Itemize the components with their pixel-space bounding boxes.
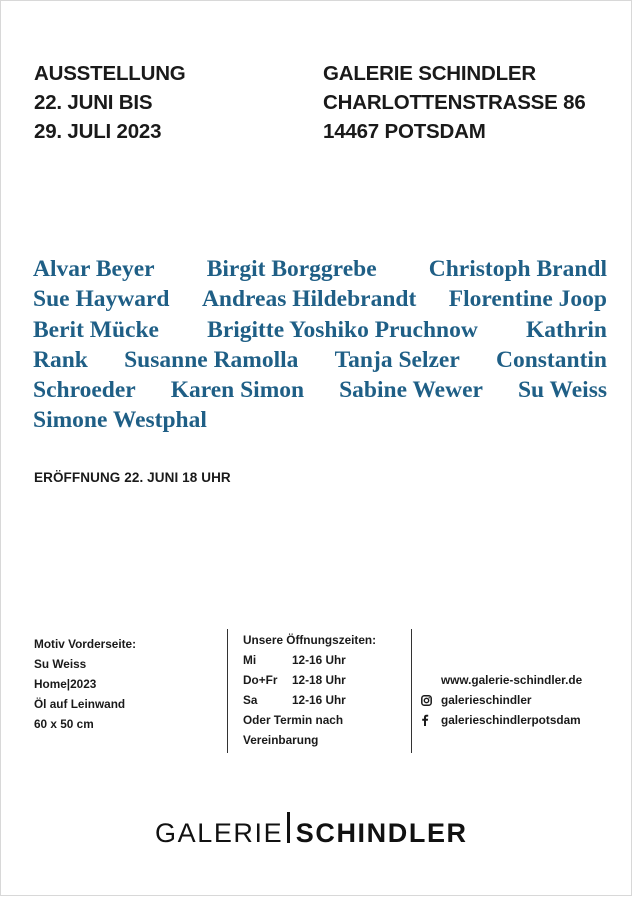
artist-list <box>33 254 607 436</box>
hours-note: Oder Termin nach <box>243 713 344 727</box>
hours-title: Unsere Öffnungszeiten: <box>243 633 377 647</box>
website-link[interactable]: www.galerie-schindler.de <box>441 673 583 687</box>
artist-name: Simone Westphal <box>33 407 207 434</box>
artist-name: Schroeder <box>33 377 136 404</box>
opening-info: ERÖFFNUNG 22. JUNI 18 UHR <box>34 470 231 485</box>
artist-name: Berit Mücke <box>33 316 159 343</box>
website-row <box>421 670 582 690</box>
artist-name: Susanne Ramolla <box>124 346 299 373</box>
motif-medium: Öl auf Leinwand <box>34 697 126 711</box>
hours-time: 12-16 Uhr <box>292 693 346 707</box>
hours-row <box>243 690 376 710</box>
instagram-handle[interactable]: galerieschindler <box>441 693 532 707</box>
artist-name: Tanja Selzer <box>334 346 460 373</box>
artist-name: Christoph Brandl <box>428 256 607 282</box>
cover-motif-info <box>34 634 136 734</box>
opening-hours <box>243 630 376 750</box>
motif-title: Motiv Vorderseite: <box>34 637 137 651</box>
artist-line <box>33 375 607 405</box>
logo-divider <box>287 812 290 843</box>
hours-time: 12-18 Uhr <box>292 673 346 687</box>
artist-name: Constantin <box>495 346 607 373</box>
hours-day: Do+Fr <box>243 673 278 687</box>
artist-name: Andreas Hildebrandt <box>201 286 417 313</box>
hours-day: Mi <box>243 653 257 667</box>
logo-text-schindler: SCHINDLER <box>295 818 468 848</box>
artist-name: Su Weiss <box>517 377 607 404</box>
instagram-row <box>421 690 582 710</box>
hours-day: Sa <box>243 693 258 707</box>
hours-row <box>243 650 376 670</box>
motif-size: 60 x 50 cm <box>34 717 94 731</box>
facebook-handle[interactable]: galerieschindlerpotsdam <box>441 713 581 727</box>
facebook-icon <box>421 714 441 726</box>
motif-artist: Su Weiss <box>34 657 87 671</box>
artist-name: Alvar Beyer <box>33 256 155 282</box>
artist-line <box>33 284 607 314</box>
artist-line <box>33 315 607 345</box>
facebook-row <box>421 710 582 730</box>
instagram-icon <box>421 695 441 706</box>
gallery-address <box>323 59 586 146</box>
artist-line <box>33 345 607 375</box>
hours-row <box>243 670 376 690</box>
address-line: CHARLOTTENSTRASSE 86 <box>323 91 586 114</box>
logo-text-galerie: GALERIE <box>155 818 284 848</box>
artist-name: Sabine Wewer <box>339 377 483 404</box>
hours-note: Vereinbarung <box>243 733 319 747</box>
motif-work: Home|2023 <box>34 677 97 691</box>
artist-name: Sue Hayward <box>33 286 170 313</box>
hours-time: 12-16 Uhr <box>292 653 346 667</box>
artist-name: Rank <box>33 346 88 373</box>
divider <box>411 629 412 753</box>
divider <box>227 629 228 753</box>
contact-info <box>421 670 582 730</box>
exhibition-line: 22. JUNI BIS <box>34 91 153 114</box>
artist-name: Brigitte Yoshiko Pruchnow <box>207 316 478 343</box>
artist-line <box>33 405 607 435</box>
artist-name: Kathrin <box>526 316 607 343</box>
exhibition-line: AUSSTELLUNG <box>34 62 186 85</box>
artist-line <box>33 254 607 284</box>
address-line: GALERIE SCHINDLER <box>323 62 537 85</box>
artist-name: Karen Simon <box>170 377 305 404</box>
artist-name: Florentine Joop <box>448 286 607 313</box>
address-line: 14467 POTSDAM <box>323 120 486 143</box>
exhibition-dates <box>34 59 186 146</box>
gallery-logo <box>155 818 468 849</box>
exhibition-line: 29. JULI 2023 <box>34 120 162 143</box>
artist-name: Birgit Borggrebe <box>206 256 377 282</box>
